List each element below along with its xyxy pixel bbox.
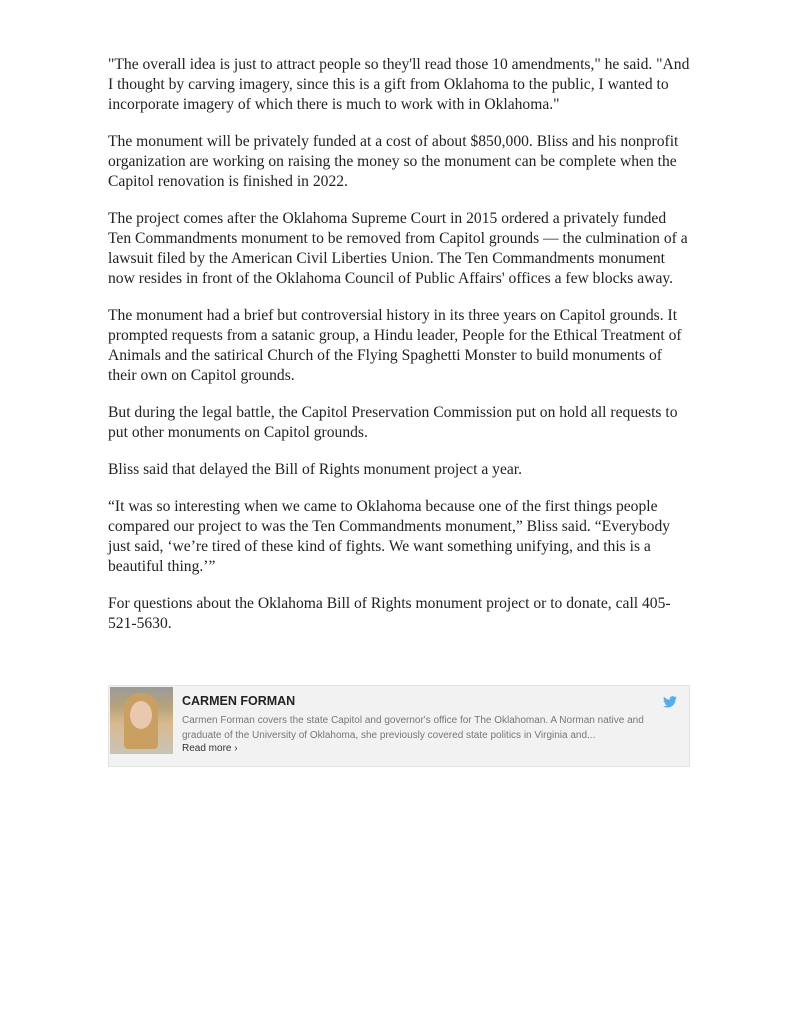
paragraph: “It was so interesting when we came to Oklahoma because one of the first things people compared our project to was the Ten Commandments monument,” Bliss said. “Everybody just said, ‘we’re tired of these kind of fights. We want something unifying, and this is a beautiful thing.’” bbox=[108, 498, 671, 575]
paragraph: The monument had a brief but controversial history in its three years on Capitol grounds. It prompted requests from a satanic group, a Hindu leader, People for the Ethical Treatment of Animals and the satirical Church of the Flying Spaghetti Monster to build monuments of their own on Capitol grounds. bbox=[108, 307, 682, 384]
author-photo-face bbox=[130, 701, 152, 729]
author-name[interactable]: CARMEN FORMAN bbox=[182, 694, 296, 708]
paragraph: Bliss said that delayed the Bill of Rights monument project a year. bbox=[108, 461, 523, 478]
author-description: Carmen Forman covers the state Capitol and governor's office for The Oklahoman. A Norman native and graduate of the University of Oklahoma, she previously covered state politics in Virginia and... bbox=[182, 715, 644, 741]
read-more-link[interactable]: Read more › bbox=[182, 743, 238, 754]
author-photo[interactable] bbox=[110, 687, 173, 754]
paragraph: But during the legal battle, the Capitol Preservation Commission put on hold all requests to put other monuments on Capitol grounds. bbox=[108, 404, 678, 441]
author-bio-card bbox=[108, 685, 690, 767]
paragraph: The project comes after the Oklahoma Supreme Court in 2015 ordered a privately funded Ten Commandments monument to be removed from Capitol grounds — the culmination of a lawsuit filed by the American Civil Liberties Union. The Ten Commandments monument now resides in front of the Oklahoma Council of Public Affairs' offices a few blocks away. bbox=[108, 210, 688, 287]
paragraph: "The overall idea is just to attract people so they'll read those 10 amendments," he said. "And I thought by carving imagery, since this is a gift from Oklahoma to the public, I wanted to incorporate imagery of which there is much to work with in Oklahoma." bbox=[108, 56, 690, 113]
article-body bbox=[108, 55, 690, 651]
paragraph: The monument will be privately funded at a cost of about $850,000. Bliss and his nonprofit organization are working on raising the money so the monument can be complete when the Capitol renovation is finished in 2022. bbox=[108, 133, 679, 190]
paragraph: For questions about the Oklahoma Bill of Rights monument project or to donate, call 405-521-5630. bbox=[108, 595, 671, 632]
twitter-icon[interactable] bbox=[663, 696, 677, 708]
